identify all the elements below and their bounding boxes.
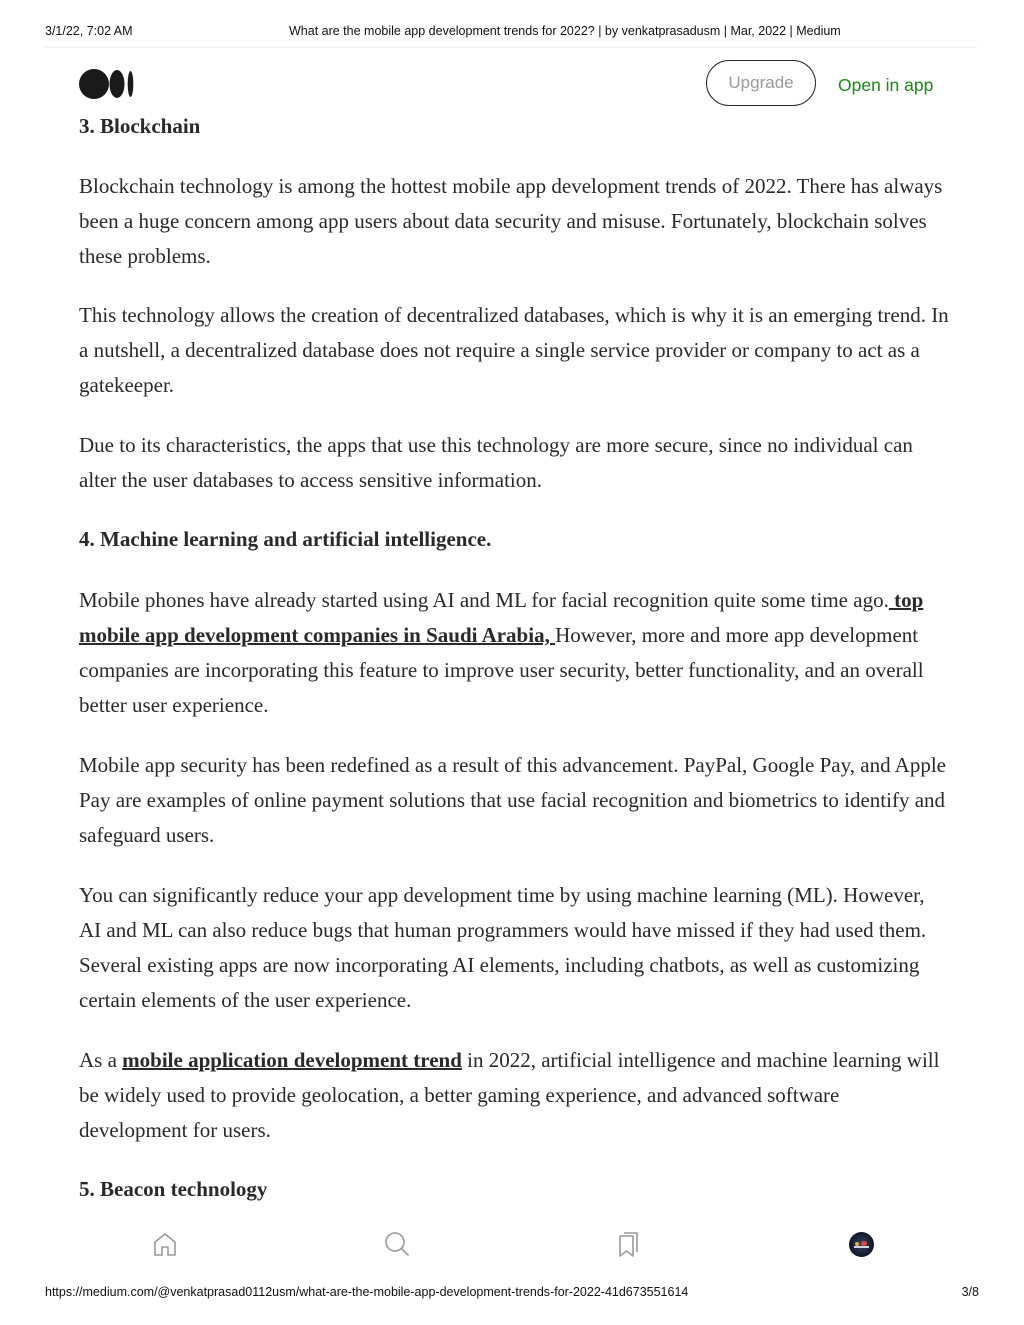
paragraph-text: As a [79,1048,123,1072]
paragraph-security: Due to its characteristics, the apps that use this technology are more secure, since no individual can alter the user databases to access sensitive information. [79,433,913,492]
upgrade-button[interactable]: Upgrade [706,60,816,106]
paragraph-payment-security: Mobile app security has been redefined as a result of this advancement. PayPal, Google Pay, and Apple Pay are examples of online payment solutions that use facial recognition and biometrics to identify and safeguard users. [79,753,946,847]
paragraph-ml-dev-time: You can significantly reduce your app development time by using machine learning (ML). However, AI and ML can also reduce bugs that human programmers would have missed if they had used them. Several existing apps are now incorporating AI elements, including chatbots, as well as customizing certain elements of the user experience. [79,883,927,1012]
article-body [79,110,949,1205]
profile-avatar[interactable] [843,1226,879,1262]
page-number: 3/8 [961,1285,979,1299]
saudi-companies-link[interactable]: top mobile app development companies in Saudi Arabia, [79,588,924,647]
print-header [0,24,1024,42]
bottom-navigation [0,1226,1024,1262]
print-footer [0,1285,1024,1303]
heading-beacon: 5. Beacon technology [79,1177,268,1201]
mobile-trend-link[interactable]: mobile application development trend [122,1048,462,1072]
header-divider [45,47,977,48]
paragraph-facial-recognition [79,583,949,723]
paragraph-text: Mobile phones have already started using AI and ML for facial recognition quite some time ago. [79,588,889,612]
paragraph-decentralized: This technology allows the creation of decentralized databases, which is why it is an emerging trend. In a nutshell, a decentralized database does not require a single service provider or company to act as a gatekeeper. [79,303,949,397]
print-date: 3/1/22, 7:02 AM [45,24,133,38]
heading-blockchain: 3. Blockchain [79,114,201,138]
home-icon[interactable] [147,1226,183,1262]
paragraph-text: in 2022, artificial intelligence and machine learning will be widely used to provide geolocation, a better gaming experience, and advanced software development for users. [79,1048,940,1142]
search-icon[interactable] [379,1226,415,1262]
paragraph-blockchain-intro: Blockchain technology is among the hottest mobile app development trends of 2022. There has always been a huge concern among app users about data security and misuse. Fortunately, blockchain solves these problems. [79,174,943,268]
avatar [849,1232,874,1257]
paragraph-trend-2022 [79,1043,949,1148]
top-bar [0,58,1024,110]
open-in-app-link[interactable]: Open in app [838,75,934,95]
print-title: What are the mobile app development trends for 2022? | by venkatprasadusm | Mar, 2022 | Medium [289,24,841,38]
print-url: https://medium.com/@venkatprasad0112usm/what-are-the-mobile-app-development-trends-for-2022-41d673551614 [45,1285,689,1299]
paragraph-text: However, more and more app development companies are incorporating this feature to improve user security, better functionality, and an overall better user experience. [79,623,924,717]
medium-logo-icon[interactable] [79,68,135,100]
heading-ml-ai: 4. Machine learning and artificial intelligence. [79,527,492,551]
bookmarks-icon[interactable] [610,1226,646,1262]
